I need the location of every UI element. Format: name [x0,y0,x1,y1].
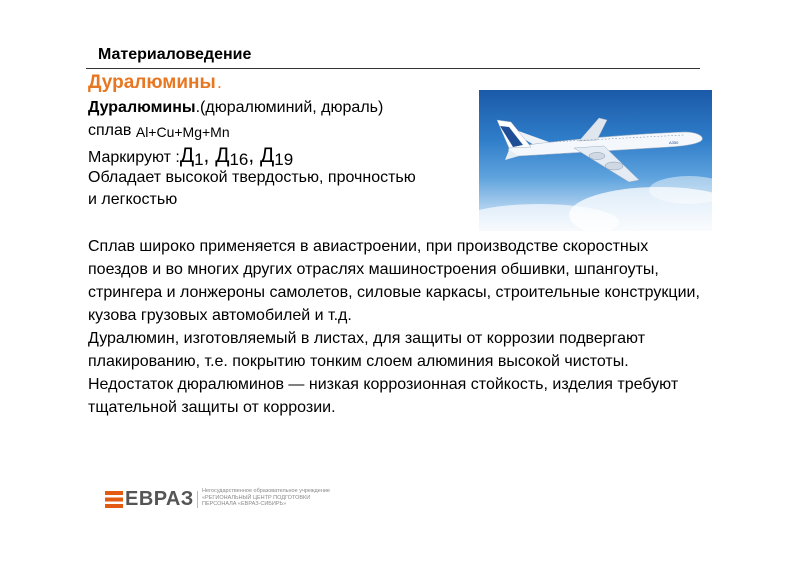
paragraph-usage: Сплав широко применяется в авиастроении, при производстве скоростных поездов и во многих других отраслях машиностроения обшивки, шпангоуты, стрингера и лонжероны самолетов, силовые каркасы, строительные конструкции, кузова грузовых автомобилей и т.д. [88,238,700,324]
grade-d19 [260,144,293,167]
intro-term: Дуралюмины [88,99,196,116]
page-header-title: Материаловедение [98,46,252,63]
marking-label: Маркируют : [88,149,180,166]
logo-subtitle-line-1: Негосударственное образовательное учреждение [202,488,330,494]
section-title-dot: . [217,77,222,91]
airplane-photo [479,90,712,231]
properties-line-1: Обладает высокой твердостью, прочностью [88,169,416,186]
logo-divider [197,491,198,508]
grade-d19-letter: Д [260,144,275,167]
grade-separator: , [248,144,261,167]
grade-d16-letter: Д [215,144,230,167]
grade-d16-number: 16 [229,150,249,169]
description-body [88,235,708,419]
grade-d1 [180,144,204,167]
alloy-label: сплав [88,122,132,139]
grade-d16 [215,144,248,167]
grade-d1-number: 1 [194,150,204,169]
paragraph-cladding: Дуралюмин, изготовляемый в листах, для защиты от коррозии подвергают плакированию, т.е. покрытию тонким слоем алюминия высокой чистоты. [88,330,646,370]
airplane-illustration [479,90,712,231]
section-title [88,72,221,94]
grade-d1-letter: Д [179,144,195,167]
logo-subtitle-line-3: ПЕРСОНАЛА «ЕВРАЗ-СИБИРЬ» [202,501,287,507]
alloy-line [88,120,230,143]
airplane-livery-text: A350 [669,140,679,145]
intro-term-line [88,97,383,119]
grade-separator: , [203,144,216,167]
evraz-logo-name: ЕВРАЗ [125,488,194,510]
paragraph-drawback: Недостаток дюралюминов — низкая коррозионная стойкость, изделия требуют тщательной защиты от коррозии. [88,376,679,416]
grade-d19-number: 19 [274,150,294,169]
evraz-logo-icon [105,491,123,508]
logo-subtitle [202,488,342,508]
intro-term-tail: .(дюралюминий, дюраль) [195,99,384,116]
logo-subtitle-line-2: «РЕГИОНАЛЬНЫЙ ЦЕНТР ПОДГОТОВКИ [202,494,311,501]
section-title-text: Дуралюмины [88,72,216,93]
alloy-formula: Al+Cu+Mg+Mn [135,124,230,140]
properties-line-2: и легкостью [88,191,178,208]
header-divider [86,68,700,69]
